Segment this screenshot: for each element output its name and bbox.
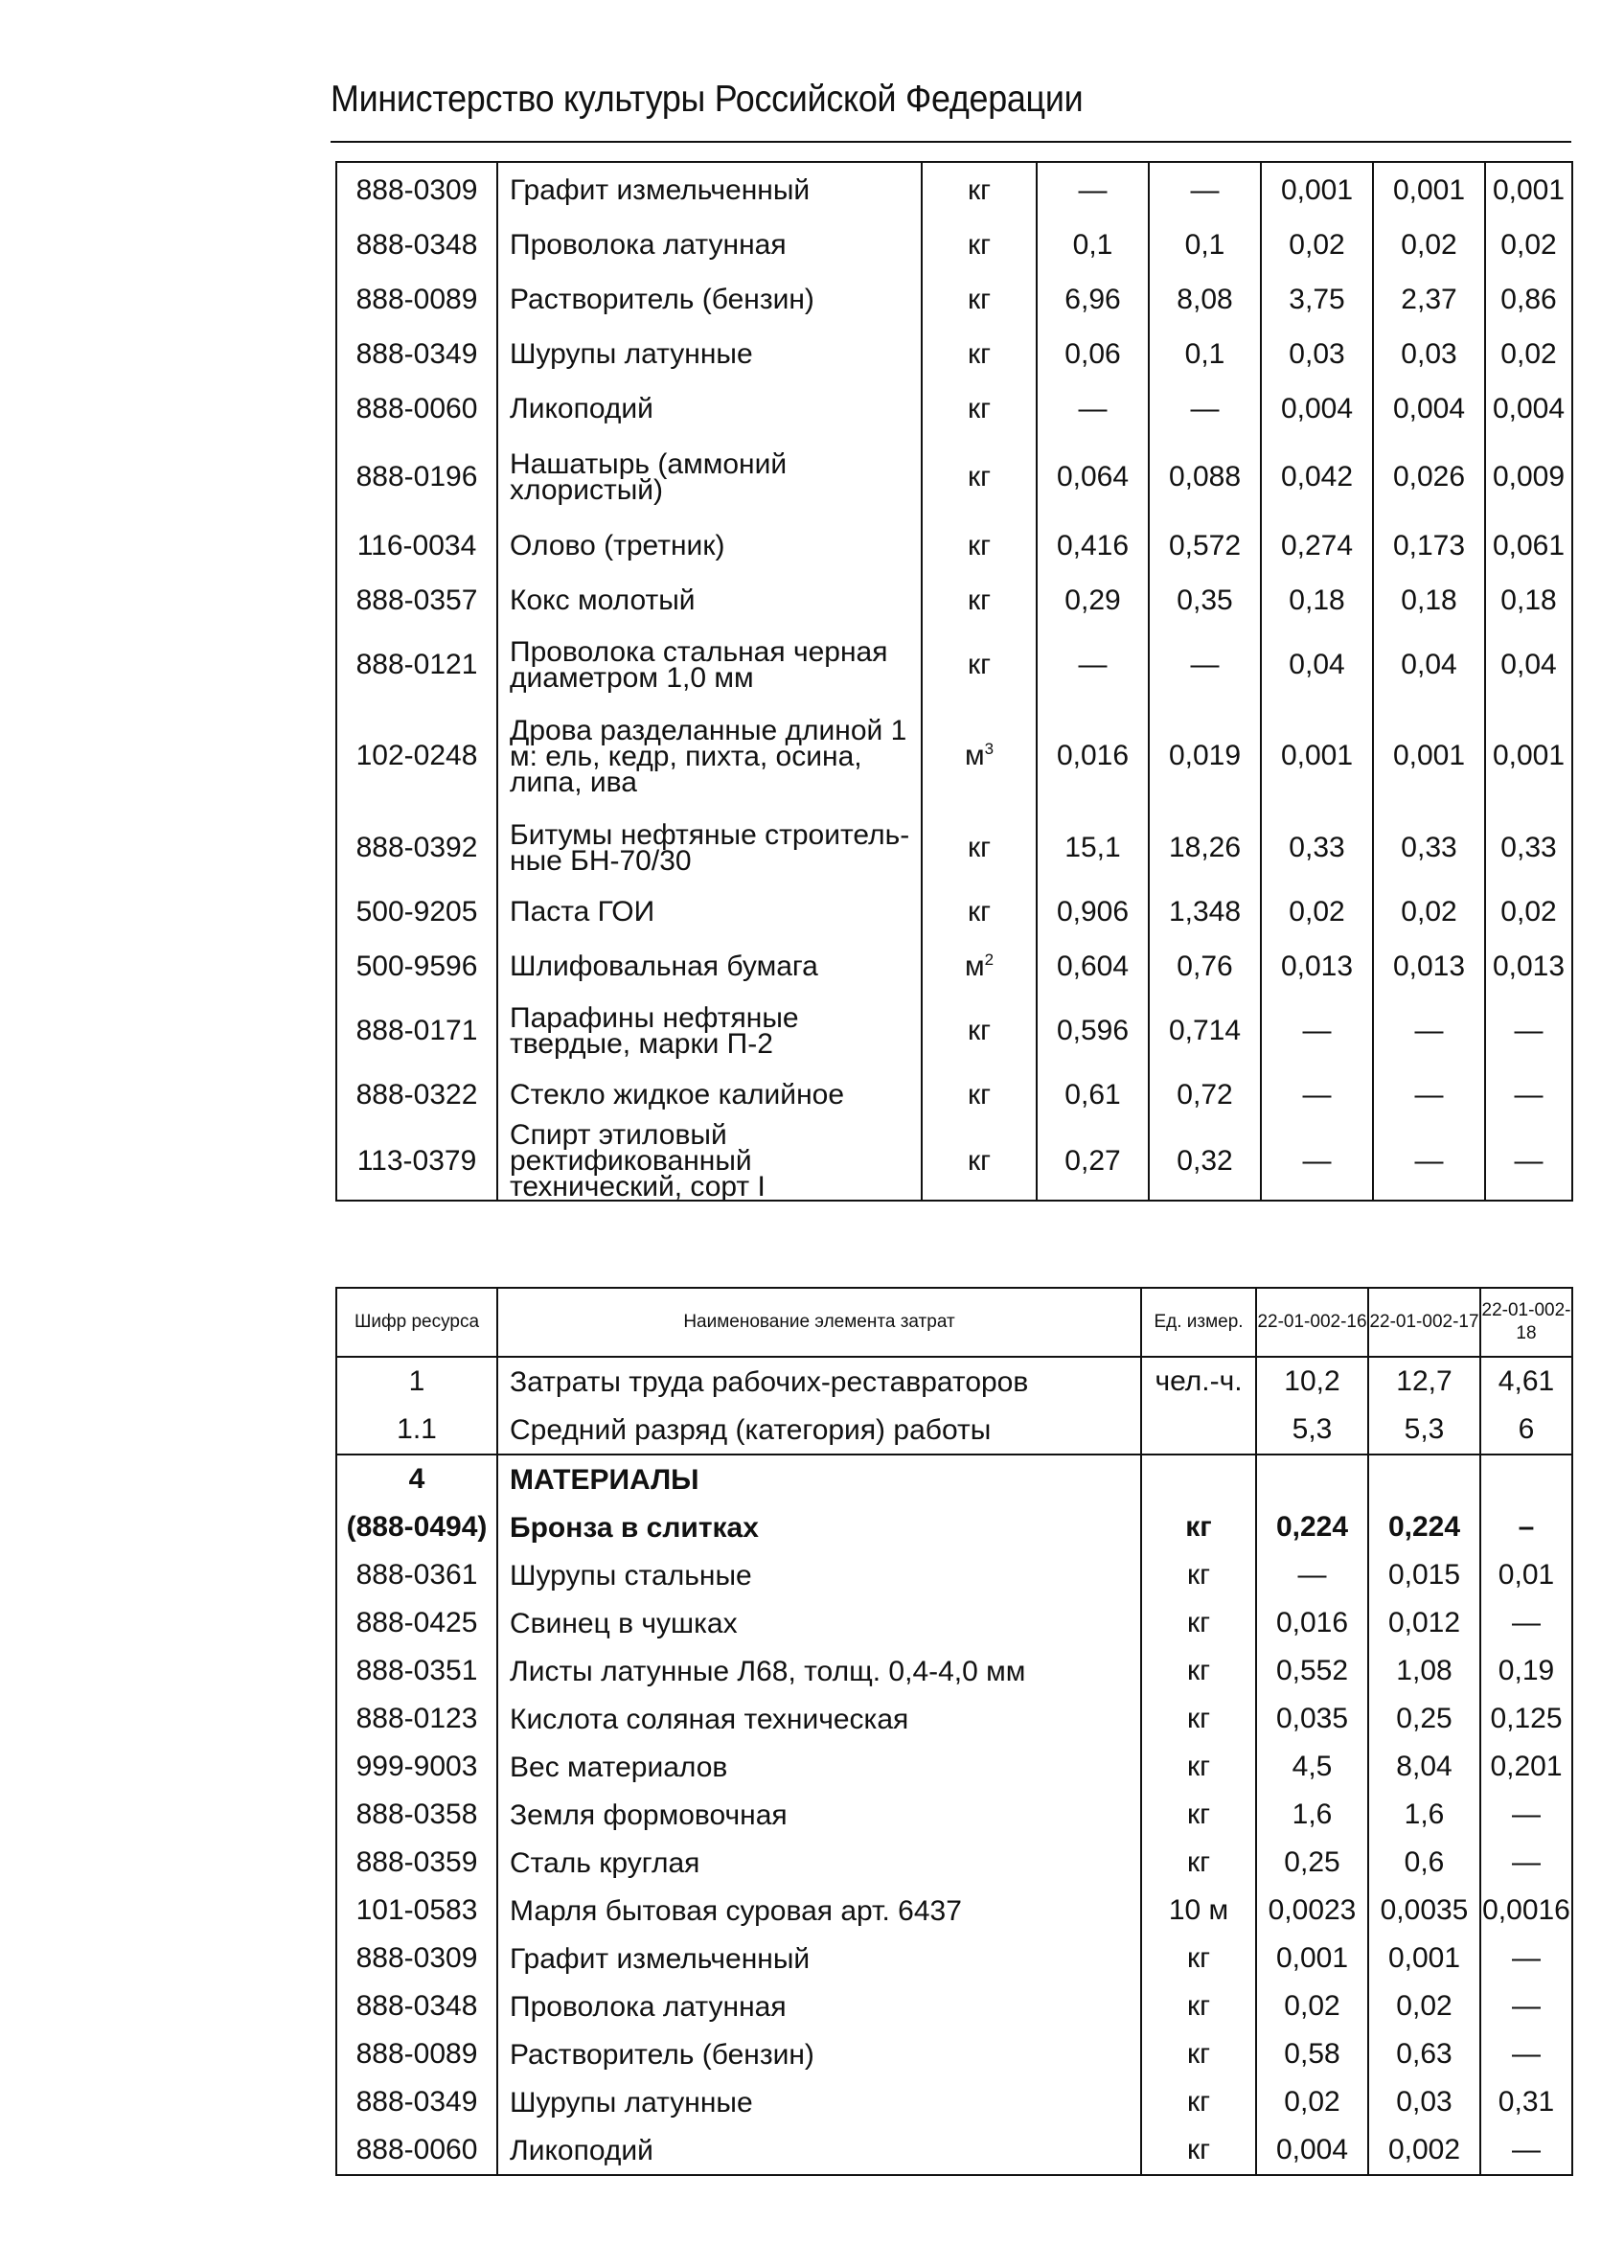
value-col-1: 0,61 [1037, 1067, 1149, 1122]
value-col-3: 0,274 [1261, 518, 1373, 573]
table-row [336, 939, 1572, 994]
unit [922, 436, 1037, 518]
value-col-3: 0,02 [1261, 884, 1373, 939]
unit: кг [1141, 1551, 1256, 1599]
resource-code: 888-0171 [336, 994, 497, 1067]
unit [922, 1122, 1037, 1201]
resource-code: 102-0248 [336, 701, 497, 811]
table-row [336, 1599, 1572, 1647]
resource-name: Графит измельченный [497, 162, 922, 218]
value-col-5: 0,33 [1485, 811, 1572, 884]
unit [922, 218, 1037, 272]
resource-name: Шлифовальная бумага [497, 939, 922, 994]
value-col-3: 0,001 [1261, 162, 1373, 218]
value-col-2: — [1149, 628, 1261, 701]
resource-code: 888-0349 [336, 327, 497, 381]
value-col-1: 0,1 [1037, 218, 1149, 272]
resource-name: Сталь круглая [497, 1839, 1141, 1887]
value-col-3: — [1261, 994, 1373, 1067]
value-col-4: 0,013 [1373, 939, 1485, 994]
unit-superscript: 2 [984, 950, 995, 969]
value-col-1: 0,06 [1037, 327, 1149, 381]
value-col-1: 1,6 [1256, 1791, 1368, 1839]
value-col-2: 0,03 [1368, 2078, 1480, 2126]
value-col-5: 0,86 [1485, 272, 1572, 327]
unit: кг [1141, 1599, 1256, 1647]
value-col-4: 0,03 [1373, 327, 1485, 381]
value-col-4: 0,026 [1373, 436, 1485, 518]
table-row [336, 1647, 1572, 1695]
resource-code: 888-0121 [336, 628, 497, 701]
resource-name: Листы латунные Л68, толщ. 0,4-4,0 мм [497, 1647, 1141, 1695]
unit-text: кг [967, 1078, 992, 1111]
unit-text: кг [967, 648, 992, 680]
table-row [336, 1551, 1572, 1599]
value-col-2: 8,04 [1368, 1743, 1480, 1791]
value-col-2: 0,002 [1368, 2126, 1480, 2175]
value-col-3: — [1480, 2126, 1572, 2175]
value-col-1: 0,604 [1037, 939, 1149, 994]
value-col-2: 0,572 [1149, 518, 1261, 573]
table-row [336, 518, 1572, 573]
resource-code: 888-0348 [336, 218, 497, 272]
resource-name: Стекло жидкое калийное [497, 1067, 922, 1122]
resource-name: Шурупы латунные [497, 327, 922, 381]
resource-code: 888-0358 [336, 1791, 497, 1839]
value-col-3: 0,19 [1480, 1647, 1572, 1695]
unit-text: кг [967, 461, 992, 493]
value-col-2: 0,224 [1368, 1503, 1480, 1551]
table-row [336, 1406, 1572, 1455]
unit-text: кг [967, 283, 992, 315]
value-col-3: — [1480, 1982, 1572, 2030]
value-col-2: 0,012 [1368, 1599, 1480, 1647]
resource-code: 888-0089 [336, 2030, 497, 2078]
value-col-4: — [1373, 994, 1485, 1067]
resource-table-continued [335, 161, 1573, 1202]
value-col-1: 0,29 [1037, 573, 1149, 628]
unit [922, 811, 1037, 884]
value-col-5: 0,18 [1485, 573, 1572, 628]
header-col-3: 22-01-002-18 [1480, 1288, 1572, 1357]
resource-name: Битумы нефтяные строительные БН-70/30 [497, 811, 922, 884]
value-col-3: 0,02 [1261, 218, 1373, 272]
table-row [336, 2030, 1572, 2078]
unit-text: м [964, 950, 985, 982]
unit: кг [1141, 1695, 1256, 1743]
resource-code: 500-9205 [336, 884, 497, 939]
resource-name: Графит измельченный [497, 1935, 1141, 1982]
header-code: Шифр ресурса [336, 1288, 497, 1357]
resource-name: Свинец в чушках [497, 1599, 1141, 1647]
resource-name: Растворитель (бензин) [497, 2030, 1141, 2078]
value-col-4: — [1373, 1122, 1485, 1201]
value-col-1: 5,3 [1256, 1406, 1368, 1455]
value-col-2: 1,6 [1368, 1791, 1480, 1839]
resource-name: Ликоподий [497, 2126, 1141, 2175]
resource-name: Проволока латунная [497, 1982, 1141, 2030]
value-col-1: 0,035 [1256, 1695, 1368, 1743]
resource-code: 888-0361 [336, 1551, 497, 1599]
value-col-2: 8,08 [1149, 272, 1261, 327]
resource-code: 500-9596 [336, 939, 497, 994]
value-col-4: 0,02 [1373, 218, 1485, 272]
table-row [336, 2126, 1572, 2175]
resource-name: Бронза в слитках [497, 1503, 1141, 1551]
table-row [336, 1695, 1572, 1743]
resource-name: Паста ГОИ [497, 884, 922, 939]
value-col-5: 0,02 [1485, 218, 1572, 272]
unit [922, 994, 1037, 1067]
unit-superscript: 3 [984, 740, 995, 758]
unit [922, 701, 1037, 811]
value-col-2: 0,72 [1149, 1067, 1261, 1122]
value-col-1: — [1256, 1551, 1368, 1599]
resource-code: 888-0392 [336, 811, 497, 884]
table-header-row [336, 1288, 1572, 1357]
header-col-1: 22-01-002-16 [1256, 1288, 1368, 1357]
unit: кг [1141, 1743, 1256, 1791]
value-col-3: — [1480, 1839, 1572, 1887]
value-col-1: 0,552 [1256, 1647, 1368, 1695]
unit: кг [1141, 1982, 1256, 2030]
value-col-3: 3,75 [1261, 272, 1373, 327]
resource-name: Проволока стальная черная диаметром 1,0 мм [497, 628, 922, 701]
unit [922, 628, 1037, 701]
value-col-3: 0,0016 [1480, 1887, 1572, 1935]
value-col-1: 0,27 [1037, 1122, 1149, 1201]
value-col-4: 2,37 [1373, 272, 1485, 327]
value-col-3: 6 [1480, 1406, 1572, 1455]
header-name: Наименование элемента затрат [497, 1288, 1141, 1357]
table-row [336, 1982, 1572, 2030]
table-row [336, 701, 1572, 811]
value-col-2: 0,1 [1149, 327, 1261, 381]
unit-text: кг [967, 173, 992, 206]
resource-name: Марля бытовая суровая арт. 6437 [497, 1887, 1141, 1935]
resource-table-22-01-002 [335, 1287, 1573, 2176]
resource-code: 999-9003 [336, 1743, 497, 1791]
value-col-2: 0,32 [1149, 1122, 1261, 1201]
value-col-3: 0,33 [1261, 811, 1373, 884]
value-col-5: 0,001 [1485, 701, 1572, 811]
value-col-1: 4,5 [1256, 1743, 1368, 1791]
resource-name: Олово (третник) [497, 518, 922, 573]
value-col-3: — [1261, 1067, 1373, 1122]
unit: кг [1141, 1935, 1256, 1982]
value-col-2 [1368, 1455, 1480, 1503]
resource-code: 888-0357 [336, 573, 497, 628]
resource-name: Проволока латунная [497, 218, 922, 272]
value-col-2: 0,088 [1149, 436, 1261, 518]
value-col-1: 6,96 [1037, 272, 1149, 327]
value-col-3: 0,201 [1480, 1743, 1572, 1791]
value-col-1: 0,016 [1037, 701, 1149, 811]
header-unit: Ед. измер. [1141, 1288, 1256, 1357]
table-row [336, 884, 1572, 939]
value-col-1: 0,064 [1037, 436, 1149, 518]
value-col-2: 12,7 [1368, 1357, 1480, 1406]
value-col-2: 0,015 [1368, 1551, 1480, 1599]
value-col-2: 0,35 [1149, 573, 1261, 628]
value-col-5: — [1485, 994, 1572, 1067]
unit-text: кг [967, 337, 992, 370]
resource-code: 888-0309 [336, 1935, 497, 1982]
table-row [336, 162, 1572, 218]
resource-code: 888-0349 [336, 2078, 497, 2126]
unit [922, 162, 1037, 218]
unit-text: кг [967, 831, 992, 863]
value-col-5: 0,013 [1485, 939, 1572, 994]
table-row [336, 2078, 1572, 2126]
value-col-3: 0,004 [1261, 381, 1373, 436]
resource-name: Спирт этиловый ректификованный технический, сорт I [497, 1122, 922, 1201]
resource-code: 116-0034 [336, 518, 497, 573]
unit-text: кг [967, 529, 992, 561]
table-row [336, 994, 1572, 1067]
resource-name: Средний разряд (категория) работы [497, 1406, 1141, 1455]
title-divider [331, 141, 1571, 143]
unit [922, 884, 1037, 939]
resource-code: 888-0322 [336, 1067, 497, 1122]
value-col-4: 0,001 [1373, 701, 1485, 811]
value-col-3: 0,31 [1480, 2078, 1572, 2126]
value-col-4: 0,001 [1373, 162, 1485, 218]
resource-name: Кокс молотый [497, 573, 922, 628]
value-col-3: — [1480, 1791, 1572, 1839]
value-col-2: 0,25 [1368, 1695, 1480, 1743]
value-col-2: 0,019 [1149, 701, 1261, 811]
value-col-4: 0,173 [1373, 518, 1485, 573]
value-col-1: 0,596 [1037, 994, 1149, 1067]
unit: чел.-ч. [1141, 1357, 1256, 1406]
value-col-3: 0,01 [1480, 1551, 1572, 1599]
unit [922, 327, 1037, 381]
value-col-5: 0,04 [1485, 628, 1572, 701]
unit: кг [1141, 2078, 1256, 2126]
value-col-3: – [1480, 1503, 1572, 1551]
resource-name: Шурупы латунные [497, 2078, 1141, 2126]
resource-name: МАТЕРИАЛЫ [497, 1455, 1141, 1503]
value-col-5: 0,009 [1485, 436, 1572, 518]
value-col-3: 0,001 [1261, 701, 1373, 811]
table-row [336, 327, 1572, 381]
value-col-3: 0,125 [1480, 1695, 1572, 1743]
resource-name: Дрова разделанные длиной 1 м: ель, кедр, пихта, осина, липа, ива [497, 701, 922, 811]
value-col-4: — [1373, 1067, 1485, 1122]
page-title: Министерство культуры Российской Федерации [331, 79, 1084, 120]
unit-text: кг [967, 228, 992, 261]
table-row [336, 628, 1572, 701]
value-col-4: 0,02 [1373, 884, 1485, 939]
value-col-3: — [1480, 2030, 1572, 2078]
value-col-5: 0,004 [1485, 381, 1572, 436]
unit [922, 939, 1037, 994]
resource-code: 888-0359 [336, 1839, 497, 1887]
value-col-3: 0,04 [1261, 628, 1373, 701]
value-col-3: — [1480, 1599, 1572, 1647]
value-col-1: 0,02 [1256, 2078, 1368, 2126]
unit [1141, 1406, 1256, 1455]
value-col-1: 0,02 [1256, 1982, 1368, 2030]
value-col-1: — [1037, 381, 1149, 436]
unit [922, 272, 1037, 327]
value-col-2: — [1149, 162, 1261, 218]
resource-code: 113-0379 [336, 1122, 497, 1201]
value-col-3 [1480, 1455, 1572, 1503]
value-col-1: 0,224 [1256, 1503, 1368, 1551]
resource-code: 1 [336, 1357, 497, 1406]
table-row [336, 1122, 1572, 1201]
unit [922, 573, 1037, 628]
value-col-2: 18,26 [1149, 811, 1261, 884]
resource-name: Парафины нефтяные твердые, марки П-2 [497, 994, 922, 1067]
value-col-3: 0,03 [1261, 327, 1373, 381]
value-col-2: 0,001 [1368, 1935, 1480, 1982]
table-row [336, 1503, 1572, 1551]
unit: кг [1141, 2126, 1256, 2175]
value-col-1: 0,416 [1037, 518, 1149, 573]
table-row [336, 573, 1572, 628]
value-col-1: 15,1 [1037, 811, 1149, 884]
value-col-4: 0,04 [1373, 628, 1485, 701]
value-col-1: 0,58 [1256, 2030, 1368, 2078]
value-col-1: 0,004 [1256, 2126, 1368, 2175]
value-col-1: — [1037, 628, 1149, 701]
resource-code: 4 [336, 1455, 497, 1503]
table-row [336, 1935, 1572, 1982]
table-row [336, 1743, 1572, 1791]
unit: кг [1141, 1647, 1256, 1695]
unit-text: кг [967, 1144, 992, 1177]
value-col-3: — [1480, 1935, 1572, 1982]
table-row [336, 218, 1572, 272]
value-col-1: 0,001 [1256, 1935, 1368, 1982]
value-col-2: 0,63 [1368, 2030, 1480, 2078]
value-col-5: 0,001 [1485, 162, 1572, 218]
value-col-1: 0,016 [1256, 1599, 1368, 1647]
value-col-3: 0,042 [1261, 436, 1373, 518]
resource-name: Затраты труда рабочих-реставраторов [497, 1357, 1141, 1406]
value-col-2: 0,6 [1368, 1839, 1480, 1887]
value-col-4: 0,33 [1373, 811, 1485, 884]
unit: 10 м [1141, 1887, 1256, 1935]
unit [1141, 1455, 1256, 1503]
value-col-1: 0,0023 [1256, 1887, 1368, 1935]
value-col-3: 4,61 [1480, 1357, 1572, 1406]
value-col-3: 0,18 [1261, 573, 1373, 628]
value-col-2: 0,76 [1149, 939, 1261, 994]
value-col-5: — [1485, 1122, 1572, 1201]
table-row [336, 1887, 1572, 1935]
value-col-3: 0,013 [1261, 939, 1373, 994]
table-row [336, 1357, 1572, 1406]
resource-code: 888-0309 [336, 162, 497, 218]
value-col-2: 0,0035 [1368, 1887, 1480, 1935]
resource-code: 888-0425 [336, 1599, 497, 1647]
header-col-2: 22-01-002-17 [1368, 1288, 1480, 1357]
resource-code: 888-0351 [336, 1647, 497, 1695]
value-col-1: — [1037, 162, 1149, 218]
resource-name: Шурупы стальные [497, 1551, 1141, 1599]
value-col-5: 0,061 [1485, 518, 1572, 573]
value-col-2: 0,1 [1149, 218, 1261, 272]
value-col-1 [1256, 1455, 1368, 1503]
unit: кг [1141, 1791, 1256, 1839]
unit: кг [1141, 2030, 1256, 2078]
unit: кг [1141, 1839, 1256, 1887]
value-col-5: — [1485, 1067, 1572, 1122]
resource-code: 888-0123 [336, 1695, 497, 1743]
resource-name: Растворитель (бензин) [497, 272, 922, 327]
value-col-2: 0,714 [1149, 994, 1261, 1067]
value-col-5: 0,02 [1485, 884, 1572, 939]
value-col-2: — [1149, 381, 1261, 436]
unit [922, 1067, 1037, 1122]
value-col-3: — [1261, 1122, 1373, 1201]
resource-code: 888-0060 [336, 381, 497, 436]
unit: кг [1141, 1503, 1256, 1551]
resource-code: 888-0060 [336, 2126, 497, 2175]
value-col-4: 0,18 [1373, 573, 1485, 628]
table-row [336, 436, 1572, 518]
resource-code: 1.1 [336, 1406, 497, 1455]
table-row [336, 1455, 1572, 1503]
resource-name: Вес материалов [497, 1743, 1141, 1791]
table-row [336, 1791, 1572, 1839]
table-row [336, 1839, 1572, 1887]
unit-text: м [964, 740, 985, 771]
unit [922, 518, 1037, 573]
value-col-2: 5,3 [1368, 1406, 1480, 1455]
value-col-4: 0,004 [1373, 381, 1485, 436]
resource-code: 888-0089 [336, 272, 497, 327]
unit-text: кг [967, 584, 992, 616]
value-col-2: 1,348 [1149, 884, 1261, 939]
resource-code: 101-0583 [336, 1887, 497, 1935]
table-row [336, 272, 1572, 327]
value-col-1: 0,25 [1256, 1839, 1368, 1887]
resource-code: 888-0348 [336, 1982, 497, 2030]
unit-text: кг [967, 895, 992, 928]
resource-name: Ликоподий [497, 381, 922, 436]
value-col-1: 10,2 [1256, 1357, 1368, 1406]
unit-text: кг [967, 1014, 992, 1046]
value-col-2: 0,02 [1368, 1982, 1480, 2030]
resource-code: (888-0494) [336, 1503, 497, 1551]
unit-text: кг [967, 392, 992, 424]
table-row [336, 811, 1572, 884]
unit [922, 381, 1037, 436]
resource-name: Кислота соляная техническая [497, 1695, 1141, 1743]
resource-name: Нашатырь (аммоний хлористый) [497, 436, 922, 518]
table-row [336, 381, 1572, 436]
value-col-5: 0,02 [1485, 327, 1572, 381]
value-col-1: 0,906 [1037, 884, 1149, 939]
resource-name: Земля формовочная [497, 1791, 1141, 1839]
resource-code: 888-0196 [336, 436, 497, 518]
table-row [336, 1067, 1572, 1122]
value-col-2: 1,08 [1368, 1647, 1480, 1695]
